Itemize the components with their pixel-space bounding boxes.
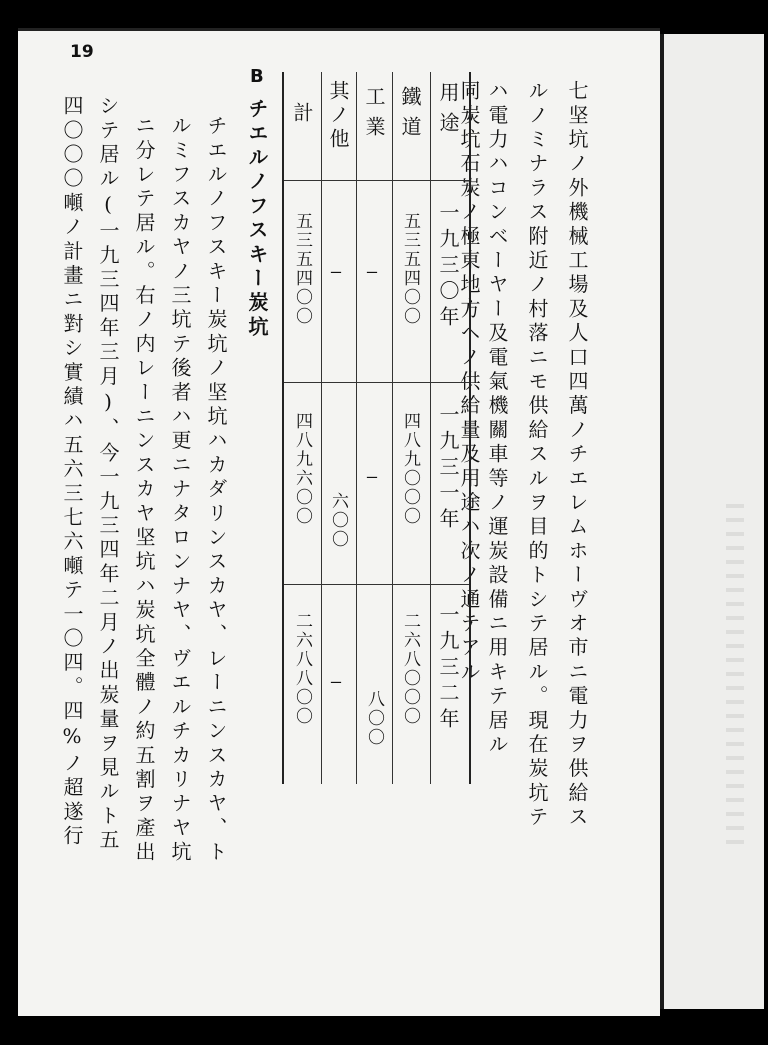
- text-column-3: ハ電力ハコンベーヤー及電氣機關車等ノ運炭設備ニ用キテ居ル: [485, 80, 509, 758]
- body-column-1: チエルノフスキー炭坑ノ坚坑ハカダリンスカヤ、レーニンスカヤ、ト: [204, 115, 228, 866]
- category-label: 其ノ他: [326, 80, 350, 152]
- table-cell: 四八九〇〇〇: [400, 412, 420, 526]
- year-header: 一九三二年: [436, 604, 460, 734]
- supply-table: [282, 72, 471, 784]
- text-column-1: 七坚坑ノ外機械工場及人口四萬ノチエレムホーヴオ市ニ電力ヲ供給ス: [565, 80, 589, 831]
- table-cell: 二六八八〇〇: [292, 612, 312, 726]
- table-cell: 五三五四〇〇: [400, 212, 420, 326]
- table-cell: 八〇〇: [364, 690, 384, 747]
- table-cell: —: [326, 262, 346, 284]
- body-column-2: ルミフスカヤノ三坑テ後者ハ更ニナタロンナヤ、ヴエルチカリナヤ坑: [168, 115, 192, 866]
- table-cell: 五三五四〇〇: [292, 212, 312, 326]
- year-header: 一九三〇年: [436, 202, 460, 332]
- table-cell: 四八九六〇〇: [292, 412, 312, 526]
- category-label: 工業: [362, 86, 386, 146]
- text-column-4: 同炭坑石炭ノ極東地方ヘノ供給量及用途ハ次ノ通テアル: [457, 80, 481, 685]
- page-number: 19: [70, 42, 94, 62]
- table-cell: 六〇〇: [328, 492, 348, 549]
- category-label: 計: [290, 102, 314, 132]
- table-cell: 二六八〇〇〇: [400, 612, 420, 726]
- facing-page-edge: [660, 34, 764, 1009]
- text-column-2: ルノミナラス附近ノ村落ニモ供給スルヲ目的トシテ居ル。現在炭坑テ: [525, 80, 549, 831]
- body-column-3: ニ分レテ居ル。右ノ内レーニンスカヤ坚坑ハ炭坑全體ノ約五割ヲ產出: [132, 115, 156, 866]
- body-column-4: シテ居ル(一九三四年三月)、今一九三四年二月ノ出炭量ヲ見ルト五: [96, 95, 120, 854]
- table-header-label: 用途: [436, 82, 460, 142]
- section-heading: チエルノフスキー炭坑: [245, 98, 269, 340]
- bleed-through-text: [726, 494, 744, 854]
- table-cell: —: [362, 262, 382, 284]
- section-marker: B: [250, 66, 264, 87]
- body-column-5: 四〇〇〇噸ノ計畫ニ對シ實績ハ五六三七六噸テ一〇四。四%ノ超遂行: [60, 95, 84, 850]
- table-cell: —: [326, 672, 346, 694]
- table-cell: —: [362, 467, 382, 489]
- year-header: 一九三一年: [436, 404, 460, 534]
- category-label: 鐵道: [398, 86, 422, 146]
